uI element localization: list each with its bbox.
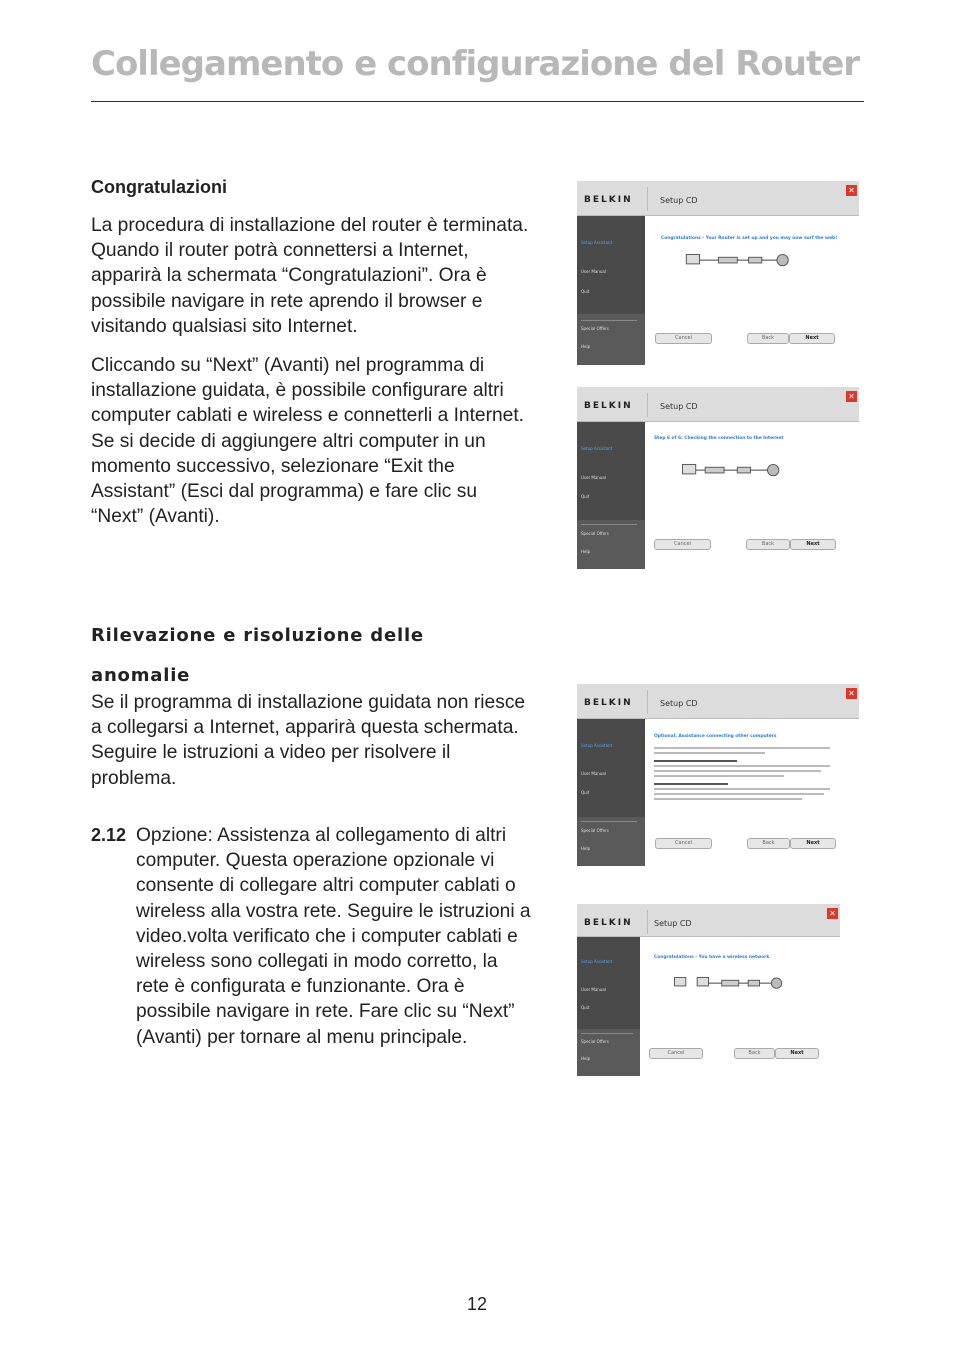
sidebar-item-special-offers[interactable]: Special Offers bbox=[581, 828, 609, 833]
network-diagram-icon bbox=[669, 968, 799, 1002]
close-icon[interactable]: ✕ bbox=[827, 908, 838, 919]
screenshot-wireless-network bbox=[577, 904, 840, 1076]
sidebar-item-quit[interactable]: Quit bbox=[581, 790, 590, 795]
setup-cd-label: Setup CD bbox=[660, 196, 698, 205]
screen-headline: Congratulations - Your Router is set up and you may now surf the web! bbox=[661, 236, 838, 241]
sidebar-item-quit[interactable]: Quit bbox=[581, 494, 590, 499]
close-icon[interactable]: ✕ bbox=[846, 688, 857, 699]
back-button[interactable]: Back bbox=[734, 1048, 775, 1059]
sidebar: Setup Assistant User Manual Quit Special Offers Help bbox=[577, 937, 640, 1076]
screen-text-lines bbox=[654, 744, 839, 803]
heading-line-1: Rilevazione e risoluzione delle bbox=[91, 625, 424, 646]
section-heading-congratulations: Congratulazioni bbox=[91, 177, 227, 197]
paragraph-next-button: Cliccando su “Next” (Avanti) nel programma di installazione guidata, è possibile configurare altri computer cablati e wireless e connetterli a Internet. Se si decide di aggiungere altri computer in un momento successivo, selezionare “Exit the Assistant” (Esci dal programma) e fare clic su “Next” (Avanti). bbox=[91, 355, 525, 528]
sidebar-item-user-manual[interactable]: User Manual bbox=[581, 771, 606, 776]
cancel-button[interactable]: Cancel bbox=[655, 838, 712, 849]
back-button[interactable]: Back bbox=[746, 539, 790, 550]
setup-cd-label: Setup CD bbox=[660, 402, 698, 411]
sidebar-item-special-offers[interactable]: Special Offers bbox=[581, 1039, 609, 1044]
step-2-12 bbox=[91, 823, 531, 1050]
next-button[interactable]: Next bbox=[789, 333, 835, 344]
screenshot-congratulations bbox=[577, 181, 859, 365]
network-diagram-icon bbox=[677, 455, 807, 489]
setup-cd-label: Setup CD bbox=[654, 919, 692, 928]
next-button[interactable]: Next bbox=[775, 1048, 819, 1059]
page-title: Collegamento e configurazione del Router bbox=[91, 44, 860, 84]
belkin-logo: BELKIN bbox=[584, 401, 633, 411]
back-button[interactable]: Back bbox=[747, 333, 789, 344]
next-button[interactable]: Next bbox=[790, 539, 836, 550]
belkin-logo: BELKIN bbox=[584, 195, 633, 205]
sidebar-item-help[interactable]: Help bbox=[581, 549, 591, 554]
network-diagram-icon bbox=[677, 245, 807, 279]
screen-headline: Optional: Assistance connecting other computers bbox=[654, 734, 777, 739]
section-body-troubleshooting bbox=[91, 690, 531, 791]
sidebar-item-quit[interactable]: Quit bbox=[581, 1005, 590, 1010]
step-text: Opzione: Assistenza al collegamento di altri computer. Questa operazione opzionale vi consente di collegare altri computer cablati o wireless alla vostra rete. Seguire le istruzioni a video.volta verificato che i computer cablati e wireless sono collegati in modo corretto, la rete è configurata e funzionante. Ora è possibile navigare in rete. Fare clic su “Next” (Avanti) per tornare al menu principale. bbox=[136, 825, 531, 1048]
title-rule bbox=[91, 101, 864, 102]
paragraph-troubleshooting: Se il programma di installazione guidata non riesce a collegarsi a Internet, apparirà questa schermata. Seguire le istruzioni a video per risolvere il problema. bbox=[91, 692, 526, 789]
close-icon[interactable]: ✕ bbox=[846, 185, 857, 196]
cancel-button[interactable]: Cancel bbox=[655, 333, 712, 344]
sidebar-item-help[interactable]: Help bbox=[581, 1056, 591, 1061]
paragraph-install-complete: La procedura di installazione del router è terminata. Quando il router potrà connettersi a Internet, apparirà la schermata “Congratulazioni”. Ora è possibile navigare in rete aprendo il browser e visitando qualsiasi sito Internet. bbox=[91, 215, 529, 337]
section-body-congratulations bbox=[91, 213, 531, 529]
setup-cd-label: Setup CD bbox=[660, 699, 698, 708]
close-icon[interactable]: ✕ bbox=[846, 391, 857, 402]
sidebar-item-user-manual[interactable]: User Manual bbox=[581, 987, 606, 992]
belkin-logo: BELKIN bbox=[584, 918, 633, 928]
step-number: 2.12 bbox=[91, 825, 127, 845]
screenshot-checking-connection bbox=[577, 387, 859, 569]
screen-headline: Congratulations - You have a wireless network bbox=[654, 955, 770, 960]
sidebar: Setup Assistant User Manual Quit Special Offers Help bbox=[577, 422, 645, 569]
cancel-button[interactable]: Cancel bbox=[649, 1048, 703, 1059]
sidebar-item-help[interactable]: Help bbox=[581, 344, 591, 349]
screenshot-optional-assistance bbox=[577, 684, 859, 866]
sidebar-item-user-manual[interactable]: User Manual bbox=[581, 475, 606, 480]
next-button[interactable]: Next bbox=[790, 838, 836, 849]
sidebar-item-user-manual[interactable]: User Manual bbox=[581, 269, 606, 274]
sidebar-item-quit[interactable]: Quit bbox=[581, 289, 590, 294]
page-number: 12 bbox=[466, 1294, 488, 1314]
sidebar-item-special-offers[interactable]: Special Offers bbox=[581, 531, 609, 536]
section-heading-troubleshooting bbox=[91, 616, 511, 696]
back-button[interactable]: Back bbox=[747, 838, 790, 849]
belkin-logo: BELKIN bbox=[584, 698, 633, 708]
sidebar-item-help[interactable]: Help bbox=[581, 846, 591, 851]
heading-line-2: anomalie bbox=[91, 665, 191, 686]
sidebar: Setup Assistant User Manual Quit Special Offers Help bbox=[577, 719, 645, 866]
sidebar-item-special-offers[interactable]: Special Offers bbox=[581, 326, 609, 331]
cancel-button[interactable]: Cancel bbox=[654, 539, 711, 550]
screen-headline: Step 6 of 6: Checking the connection to the Internet bbox=[654, 436, 784, 441]
sidebar: Setup Assistant User Manual Quit Special Offers Help bbox=[577, 216, 645, 365]
